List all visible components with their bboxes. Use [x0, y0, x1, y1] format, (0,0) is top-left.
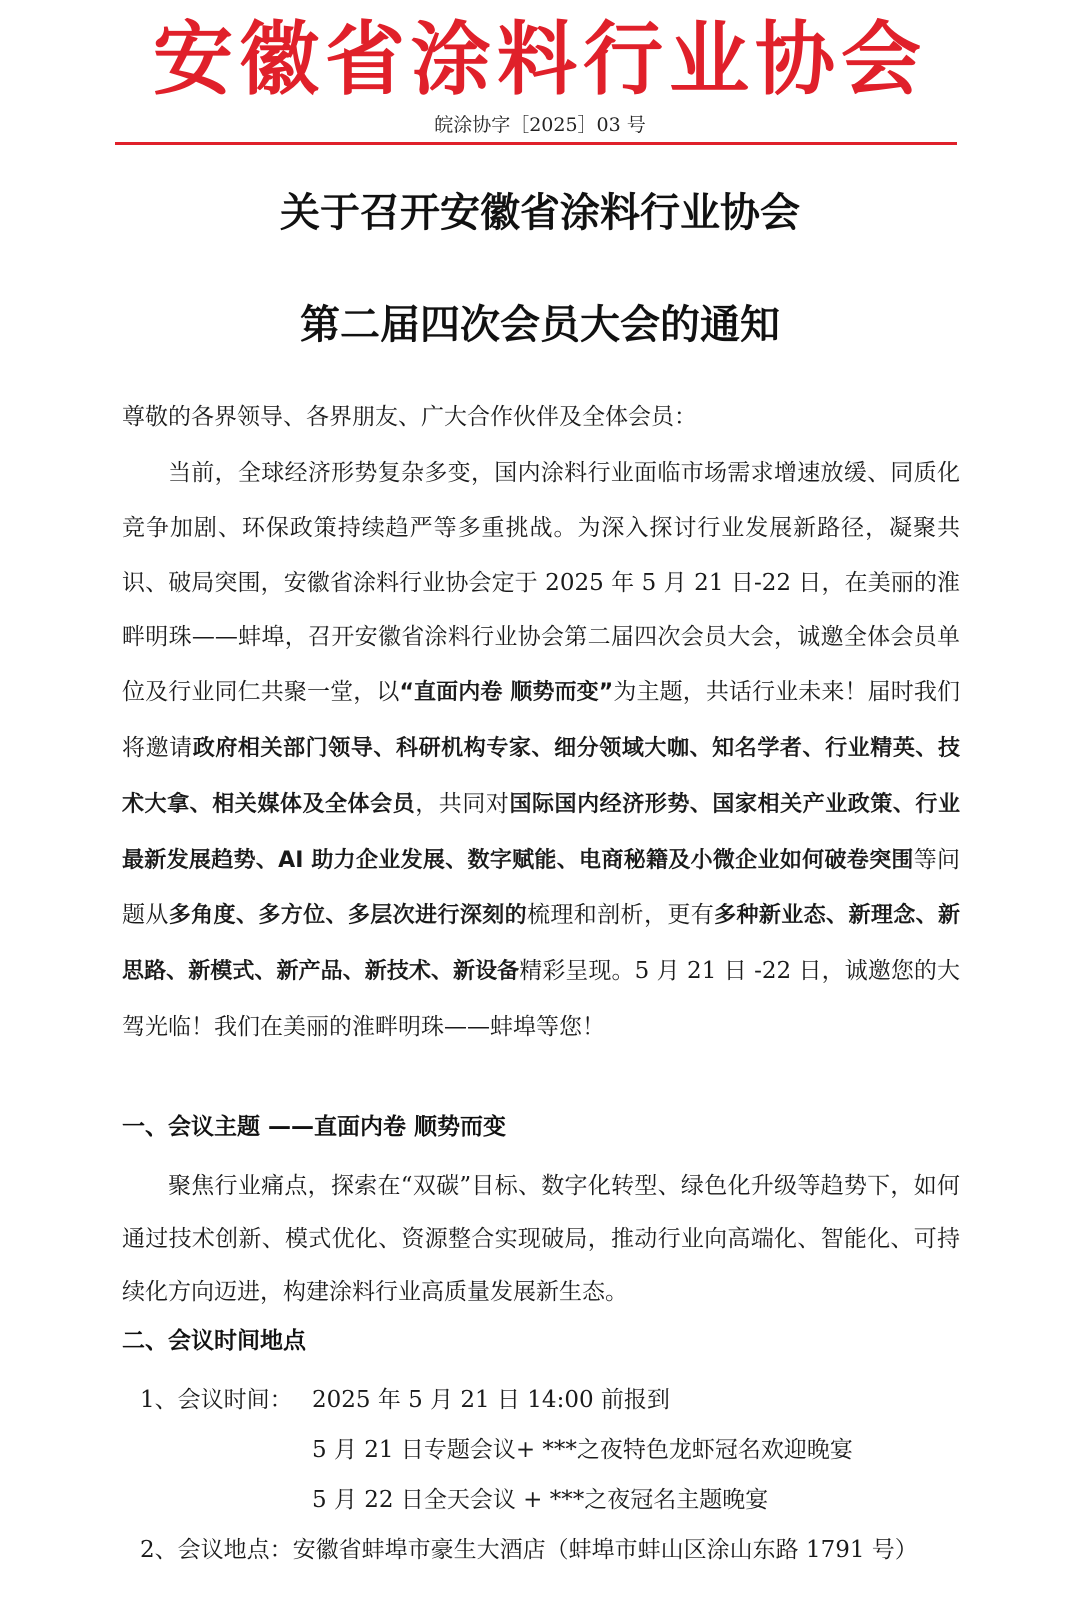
- meeting-time-line-3: 5 月 22 日全天会议 + ***之夜冠名主题晚宴: [312, 1487, 769, 1513]
- intro-text-2: 为主题，共话行业未来！届时我们将邀请: [122, 679, 961, 761]
- section-2-heading: 二、会议时间地点: [122, 1328, 306, 1354]
- meeting-time-item: [140, 1380, 670, 1420]
- intro-text-3: ，共同对: [415, 790, 510, 817]
- meeting-venue-item: [140, 1530, 918, 1570]
- intro-bold-theme: “直面内卷 顺势而变”: [399, 680, 614, 706]
- document-number: 皖涂协字［2025］03 号: [434, 114, 646, 136]
- intro-bold-topics: 国际国内经济形势、国家相关产业政策、行业最新发展趋势、AI 助力企业发展、数字赋能、电商秘籍及小微企业如何破卷突围: [122, 791, 960, 873]
- meeting-time-line-2: 5 月 21 日专题会议+ ***之夜特色龙虾冠名欢迎晚宴: [312, 1437, 853, 1463]
- meeting-venue-label: 2、会议地点：: [140, 1537, 293, 1563]
- red-divider-line: [115, 142, 957, 145]
- intro-text-6: 精彩呈现。5 月 21 日 -22 日，诚邀您的大驾光临！我们在美丽的淮畔明珠——蚌埠等您！: [122, 958, 960, 1040]
- meeting-time-line-1: 2025 年 5 月 21 日 14:00 前报到: [312, 1387, 670, 1413]
- notice-title-line-2: 第二届四次会员大会的通知: [300, 302, 780, 348]
- meeting-time-label: 1、会议时间：: [140, 1387, 293, 1413]
- notice-title-line-1: 关于召开安徽省涂料行业协会: [280, 190, 800, 236]
- meeting-venue: 安徽省蚌埠市豪生大酒店（蚌埠市蚌山区涂山东路 1791 号）: [292, 1537, 918, 1563]
- salutation: 尊敬的各界领导、各界朋友、广大合作伙伴及全体会员：: [122, 404, 697, 430]
- intro-text-4: 等问题从: [122, 846, 961, 929]
- intro-text-5: 梳理和剖析，更有: [527, 902, 715, 929]
- org-name-header: 安徽省涂料行业协会: [153, 13, 927, 106]
- intro-bold-angles: 多角度、多方位、多层次进行深刻的: [168, 903, 527, 929]
- intro-bold-showcase: 多种新业态、新理念、新思路、新模式、新产品、新技术、新设备: [122, 903, 960, 985]
- section-1-heading: 一、会议主题 ——直面内卷 顺势而变: [122, 1114, 507, 1140]
- section-1-body: 聚焦行业痛点，探索在“双碳”目标、数字化转型、绿色化升级等趋势下，如何通过技术创新、模式优化、资源整合实现破局，推动行业向高端化、智能化、可持续化方向迈进，构建涂料行业高质量发展新生态。: [122, 1173, 960, 1305]
- intro-text-1: 当前，全球经济形势复杂多变，国内涂料行业面临市场需求增速放缓、同质化竞争加剧、环保政策持续趋严等多重挑战。为深入探讨行业发展新路径，凝聚共识、破局突围，安徽省涂料行业协会定于 2025 年 5 月 21 日-22 日，在美丽的淮畔明珠——蚌埠，召开安徽省涂料行业协会第二届四次会员大会，诚邀全体会员单位及行业同仁共聚一堂，以: [122, 460, 960, 706]
- intro-paragraph: [122, 446, 960, 1055]
- intro-bold-invitees: 政府相关部门领导、科研机构专家、细分领域大咖、知名学者、行业精英、技术大拿、相关媒体及全体会员: [122, 735, 960, 817]
